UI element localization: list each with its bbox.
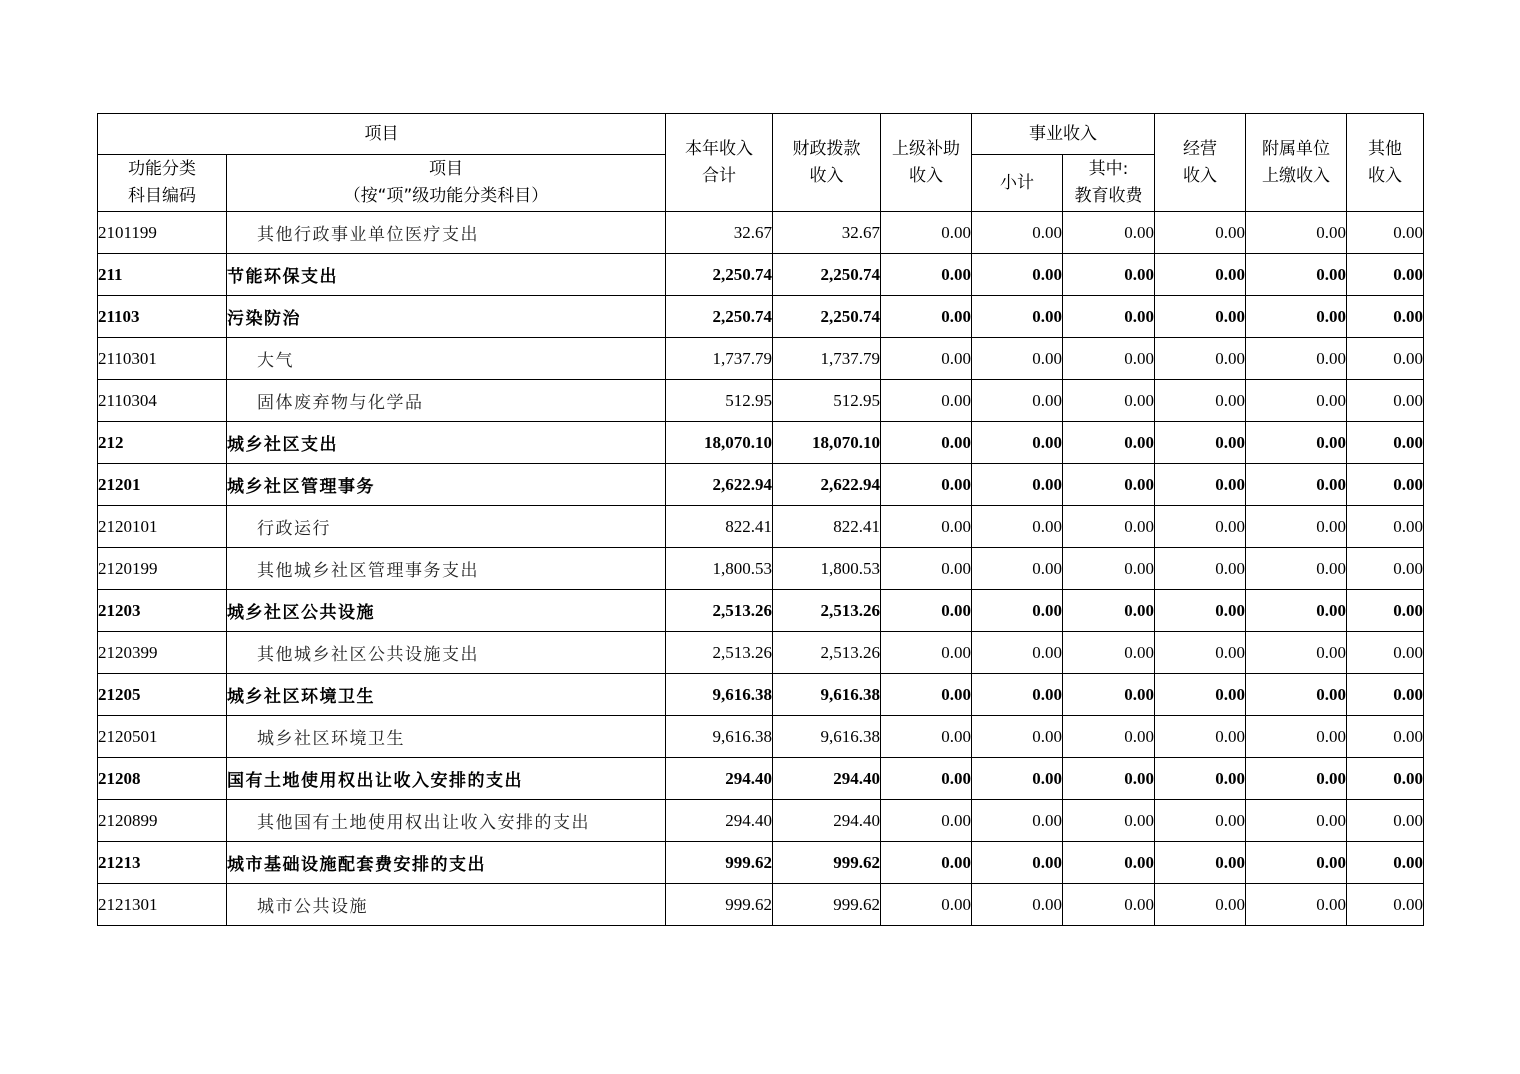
row-code: 2120199 <box>98 548 227 590</box>
table-row <box>98 506 1424 548</box>
row-fiscal-value: 999.62 <box>773 842 881 884</box>
row-education-value: 0.00 <box>1063 296 1155 338</box>
table-row <box>98 758 1424 800</box>
row-operating-value: 0.00 <box>1155 296 1246 338</box>
header-superior <box>881 114 972 212</box>
row-total-value: 18,070.10 <box>666 422 773 464</box>
row-affiliate-value: 0.00 <box>1246 590 1347 632</box>
row-other-value: 0.00 <box>1347 296 1424 338</box>
row-subtotal-value: 0.00 <box>972 884 1063 926</box>
row-name: 城乡社区环境卫生 <box>227 716 666 758</box>
row-name: 其他国有土地使用权出让收入安排的支出 <box>227 800 666 842</box>
row-superior-value: 0.00 <box>881 590 972 632</box>
row-name: 城市基础设施配套费安排的支出 <box>227 842 666 884</box>
row-affiliate-value: 0.00 <box>1246 338 1347 380</box>
row-fiscal-value: 1,800.53 <box>773 548 881 590</box>
row-total-value: 999.62 <box>666 884 773 926</box>
row-other-value: 0.00 <box>1347 632 1424 674</box>
row-total-value: 2,250.74 <box>666 254 773 296</box>
row-superior-value: 0.00 <box>881 632 972 674</box>
row-operating-value: 0.00 <box>1155 464 1246 506</box>
row-fiscal-value: 9,616.38 <box>773 674 881 716</box>
header-affiliate <box>1246 114 1347 212</box>
row-operating-value: 0.00 <box>1155 422 1246 464</box>
row-code: 21201 <box>98 464 227 506</box>
row-operating-value: 0.00 <box>1155 212 1246 254</box>
header-other-label: 其他 收入 <box>1368 138 1402 186</box>
budget-table <box>97 113 1424 926</box>
header-total <box>666 114 773 212</box>
row-subtotal-value: 0.00 <box>972 590 1063 632</box>
row-subtotal-value: 0.00 <box>972 380 1063 422</box>
row-code: 211 <box>98 254 227 296</box>
row-superior-value: 0.00 <box>881 842 972 884</box>
row-education-value: 0.00 <box>1063 758 1155 800</box>
row-operating-value: 0.00 <box>1155 506 1246 548</box>
table-row <box>98 716 1424 758</box>
row-superior-value: 0.00 <box>881 506 972 548</box>
row-other-value: 0.00 <box>1347 254 1424 296</box>
row-education-value: 0.00 <box>1063 674 1155 716</box>
row-fiscal-value: 294.40 <box>773 758 881 800</box>
table-row <box>98 254 1424 296</box>
row-fiscal-value: 2,250.74 <box>773 296 881 338</box>
row-operating-value: 0.00 <box>1155 338 1246 380</box>
row-superior-value: 0.00 <box>881 548 972 590</box>
row-fiscal-value: 999.62 <box>773 884 881 926</box>
row-other-value: 0.00 <box>1347 590 1424 632</box>
row-operating-value: 0.00 <box>1155 254 1246 296</box>
row-education-value: 0.00 <box>1063 800 1155 842</box>
row-subtotal-value: 0.00 <box>972 422 1063 464</box>
row-superior-value: 0.00 <box>881 212 972 254</box>
row-education-value: 0.00 <box>1063 422 1155 464</box>
row-superior-value: 0.00 <box>881 800 972 842</box>
row-total-value: 822.41 <box>666 506 773 548</box>
row-fiscal-value: 32.67 <box>773 212 881 254</box>
row-other-value: 0.00 <box>1347 674 1424 716</box>
header-superior-label: 上级补助 收入 <box>892 138 960 186</box>
row-affiliate-value: 0.00 <box>1246 506 1347 548</box>
row-affiliate-value: 0.00 <box>1246 296 1347 338</box>
table-row <box>98 296 1424 338</box>
row-affiliate-value: 0.00 <box>1246 212 1347 254</box>
row-subtotal-value: 0.00 <box>972 800 1063 842</box>
row-fiscal-value: 2,513.26 <box>773 632 881 674</box>
header-project: 项目 <box>98 114 666 155</box>
row-operating-value: 0.00 <box>1155 674 1246 716</box>
row-education-value: 0.00 <box>1063 254 1155 296</box>
row-name: 城乡社区管理事务 <box>227 464 666 506</box>
row-affiliate-value: 0.00 <box>1246 632 1347 674</box>
row-operating-value: 0.00 <box>1155 758 1246 800</box>
header-operating-label: 经营 收入 <box>1183 138 1217 186</box>
header-subtotal: 小计 <box>972 155 1063 212</box>
row-education-value: 0.00 <box>1063 548 1155 590</box>
row-superior-value: 0.00 <box>881 758 972 800</box>
row-other-value: 0.00 <box>1347 380 1424 422</box>
table-row <box>98 464 1424 506</box>
header-total-label: 本年收入 合计 <box>685 138 753 186</box>
row-subtotal-value: 0.00 <box>972 674 1063 716</box>
row-total-value: 294.40 <box>666 800 773 842</box>
row-fiscal-value: 2,250.74 <box>773 254 881 296</box>
row-total-value: 512.95 <box>666 380 773 422</box>
row-affiliate-value: 0.00 <box>1246 254 1347 296</box>
row-subtotal-value: 0.00 <box>972 212 1063 254</box>
row-operating-value: 0.00 <box>1155 800 1246 842</box>
row-fiscal-value: 18,070.10 <box>773 422 881 464</box>
row-fiscal-value: 512.95 <box>773 380 881 422</box>
row-name: 大气 <box>227 338 666 380</box>
row-superior-value: 0.00 <box>881 254 972 296</box>
row-total-value: 32.67 <box>666 212 773 254</box>
row-name: 城乡社区支出 <box>227 422 666 464</box>
header-business: 事业收入 <box>972 114 1155 155</box>
table-row <box>98 674 1424 716</box>
row-name: 城乡社区环境卫生 <box>227 674 666 716</box>
row-education-value: 0.00 <box>1063 884 1155 926</box>
row-code: 2101199 <box>98 212 227 254</box>
table-row <box>98 842 1424 884</box>
row-name: 城乡社区公共设施 <box>227 590 666 632</box>
row-total-value: 2,513.26 <box>666 632 773 674</box>
row-superior-value: 0.00 <box>881 422 972 464</box>
row-subtotal-value: 0.00 <box>972 842 1063 884</box>
row-education-value: 0.00 <box>1063 506 1155 548</box>
row-fiscal-value: 2,622.94 <box>773 464 881 506</box>
header-education-label: 其中: 教育收费 <box>1074 159 1143 206</box>
row-other-value: 0.00 <box>1347 464 1424 506</box>
row-total-value: 2,622.94 <box>666 464 773 506</box>
row-education-value: 0.00 <box>1063 590 1155 632</box>
row-other-value: 0.00 <box>1347 758 1424 800</box>
row-affiliate-value: 0.00 <box>1246 548 1347 590</box>
header-fiscal-label: 财政拨款 收入 <box>792 138 861 186</box>
row-affiliate-value: 0.00 <box>1246 380 1347 422</box>
row-education-value: 0.00 <box>1063 842 1155 884</box>
row-superior-value: 0.00 <box>881 884 972 926</box>
row-operating-value: 0.00 <box>1155 548 1246 590</box>
header-code <box>98 155 227 212</box>
header-operating <box>1155 114 1246 212</box>
row-total-value: 2,513.26 <box>666 590 773 632</box>
row-education-value: 0.00 <box>1063 716 1155 758</box>
row-name: 其他城乡社区管理事务支出 <box>227 548 666 590</box>
row-affiliate-value: 0.00 <box>1246 422 1347 464</box>
row-name: 节能环保支出 <box>227 254 666 296</box>
row-superior-value: 0.00 <box>881 296 972 338</box>
row-code: 2120501 <box>98 716 227 758</box>
row-name: 污染防治 <box>227 296 666 338</box>
row-total-value: 9,616.38 <box>666 674 773 716</box>
row-other-value: 0.00 <box>1347 212 1424 254</box>
row-superior-value: 0.00 <box>881 338 972 380</box>
row-code: 212 <box>98 422 227 464</box>
row-education-value: 0.00 <box>1063 464 1155 506</box>
row-fiscal-value: 9,616.38 <box>773 716 881 758</box>
row-subtotal-value: 0.00 <box>972 338 1063 380</box>
row-total-value: 9,616.38 <box>666 716 773 758</box>
row-code: 2120399 <box>98 632 227 674</box>
table-row <box>98 884 1424 926</box>
row-code: 21205 <box>98 674 227 716</box>
row-other-value: 0.00 <box>1347 422 1424 464</box>
row-affiliate-value: 0.00 <box>1246 842 1347 884</box>
table-row <box>98 380 1424 422</box>
row-operating-value: 0.00 <box>1155 884 1246 926</box>
row-other-value: 0.00 <box>1347 338 1424 380</box>
table-row <box>98 212 1424 254</box>
row-code: 2121301 <box>98 884 227 926</box>
row-total-value: 1,800.53 <box>666 548 773 590</box>
row-total-value: 294.40 <box>666 758 773 800</box>
row-other-value: 0.00 <box>1347 842 1424 884</box>
row-superior-value: 0.00 <box>881 674 972 716</box>
row-other-value: 0.00 <box>1347 716 1424 758</box>
row-name: 城市公共设施 <box>227 884 666 926</box>
row-name: 行政运行 <box>227 506 666 548</box>
row-affiliate-value: 0.00 <box>1246 674 1347 716</box>
row-superior-value: 0.00 <box>881 380 972 422</box>
header-education <box>1063 155 1155 212</box>
row-affiliate-value: 0.00 <box>1246 716 1347 758</box>
table-row <box>98 632 1424 674</box>
row-subtotal-value: 0.00 <box>972 506 1063 548</box>
row-superior-value: 0.00 <box>881 464 972 506</box>
row-operating-value: 0.00 <box>1155 716 1246 758</box>
row-fiscal-value: 2,513.26 <box>773 590 881 632</box>
row-code: 21103 <box>98 296 227 338</box>
row-code: 21203 <box>98 590 227 632</box>
table-row <box>98 590 1424 632</box>
row-subtotal-value: 0.00 <box>972 464 1063 506</box>
row-superior-value: 0.00 <box>881 716 972 758</box>
row-other-value: 0.00 <box>1347 884 1424 926</box>
row-name: 其他行政事业单位医疗支出 <box>227 212 666 254</box>
row-code: 2120101 <box>98 506 227 548</box>
table-row <box>98 548 1424 590</box>
header-affiliate-label: 附属单位 上缴收入 <box>1262 138 1330 186</box>
row-other-value: 0.00 <box>1347 548 1424 590</box>
row-affiliate-value: 0.00 <box>1246 758 1347 800</box>
row-other-value: 0.00 <box>1347 506 1424 548</box>
row-subtotal-value: 0.00 <box>972 254 1063 296</box>
row-code: 2110301 <box>98 338 227 380</box>
row-name: 国有土地使用权出让收入安排的支出 <box>227 758 666 800</box>
header-other <box>1347 114 1424 212</box>
row-fiscal-value: 294.40 <box>773 800 881 842</box>
row-operating-value: 0.00 <box>1155 632 1246 674</box>
row-education-value: 0.00 <box>1063 380 1155 422</box>
row-affiliate-value: 0.00 <box>1246 800 1347 842</box>
row-subtotal-value: 0.00 <box>972 758 1063 800</box>
row-other-value: 0.00 <box>1347 800 1424 842</box>
row-code: 2120899 <box>98 800 227 842</box>
header-item <box>227 155 666 212</box>
row-operating-value: 0.00 <box>1155 590 1246 632</box>
header-code-label: 功能分类 科目编码 <box>128 159 196 206</box>
row-total-value: 2,250.74 <box>666 296 773 338</box>
table-row <box>98 422 1424 464</box>
row-total-value: 999.62 <box>666 842 773 884</box>
row-subtotal-value: 0.00 <box>972 296 1063 338</box>
row-fiscal-value: 822.41 <box>773 506 881 548</box>
row-subtotal-value: 0.00 <box>972 548 1063 590</box>
table-body <box>98 212 1424 926</box>
row-operating-value: 0.00 <box>1155 380 1246 422</box>
row-name: 其他城乡社区公共设施支出 <box>227 632 666 674</box>
table-row <box>98 800 1424 842</box>
row-fiscal-value: 1,737.79 <box>773 338 881 380</box>
row-name: 固体废弃物与化学品 <box>227 380 666 422</box>
row-affiliate-value: 0.00 <box>1246 884 1347 926</box>
table-row <box>98 338 1424 380</box>
row-total-value: 1,737.79 <box>666 338 773 380</box>
header-item-label: 项目 （按“项”级功能分类科目） <box>343 159 549 206</box>
row-code: 21213 <box>98 842 227 884</box>
header-fiscal <box>773 114 881 212</box>
row-operating-value: 0.00 <box>1155 842 1246 884</box>
row-affiliate-value: 0.00 <box>1246 464 1347 506</box>
row-education-value: 0.00 <box>1063 212 1155 254</box>
row-education-value: 0.00 <box>1063 338 1155 380</box>
row-code: 2110304 <box>98 380 227 422</box>
row-subtotal-value: 0.00 <box>972 632 1063 674</box>
row-subtotal-value: 0.00 <box>972 716 1063 758</box>
row-education-value: 0.00 <box>1063 632 1155 674</box>
row-code: 21208 <box>98 758 227 800</box>
